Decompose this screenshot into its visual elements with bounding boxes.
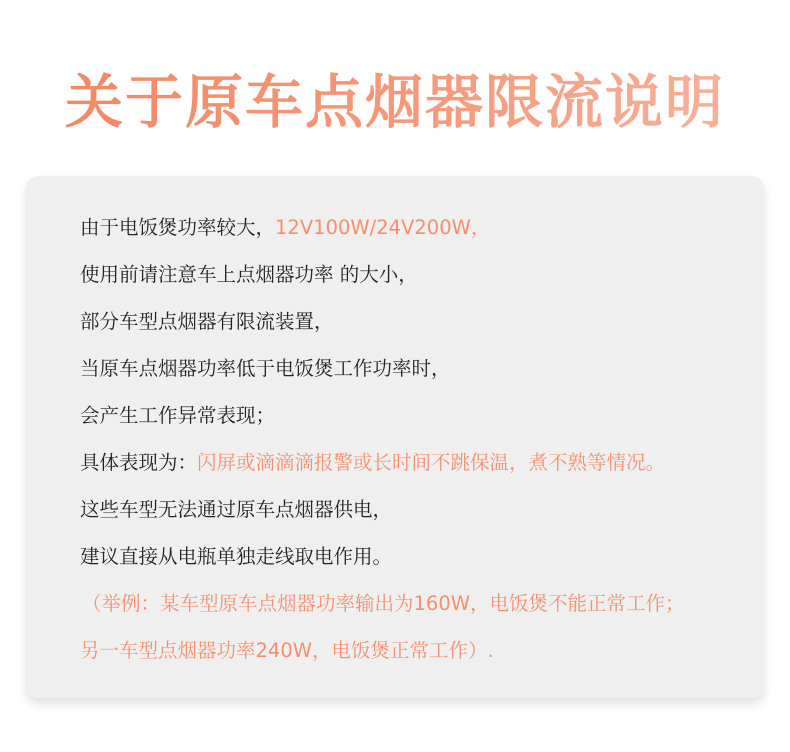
example-note-line-1: （举例：某车型原车点烟器功率输出为160W，电饭煲不能正常工作；	[82, 592, 685, 615]
example-note-line-2: 另一车型点烟器功率240W，电饭煲正常工作）.	[80, 639, 494, 662]
text-line-abnormal: 会产生工作异常表现；	[80, 404, 276, 427]
text-line-limiter: 部分车型点烟器有限流装置，	[80, 310, 334, 333]
text-line-no-supply: 这些车型无法通过原车点烟器供电，	[80, 498, 393, 521]
info-text-block	[80, 210, 760, 680]
text-line-low-power: 当原车点烟器功率低于电饭煲工作功率时，	[80, 357, 451, 380]
text-line-battery-advice: 建议直接从电瓶单独走线取电作用。	[80, 545, 393, 568]
symptoms-highlight: 闪屏或滴滴滴报警或长时间不跳保温，煮不熟等情况。	[197, 451, 666, 474]
symptoms-label: 具体表现为：	[80, 451, 198, 474]
page-title: 关于原车点烟器限流说明	[0, 62, 790, 142]
text-line-check-power: 使用前请注意车上点烟器功率 的大小，	[80, 263, 418, 286]
text-line-power	[80, 210, 760, 257]
info-card	[26, 176, 764, 698]
text-line-symptoms	[80, 445, 760, 492]
power-spec-highlight: 12V100W/24V200W，	[275, 216, 491, 239]
text-line-power-label: 由于电饭煲功率较大，	[80, 216, 276, 239]
